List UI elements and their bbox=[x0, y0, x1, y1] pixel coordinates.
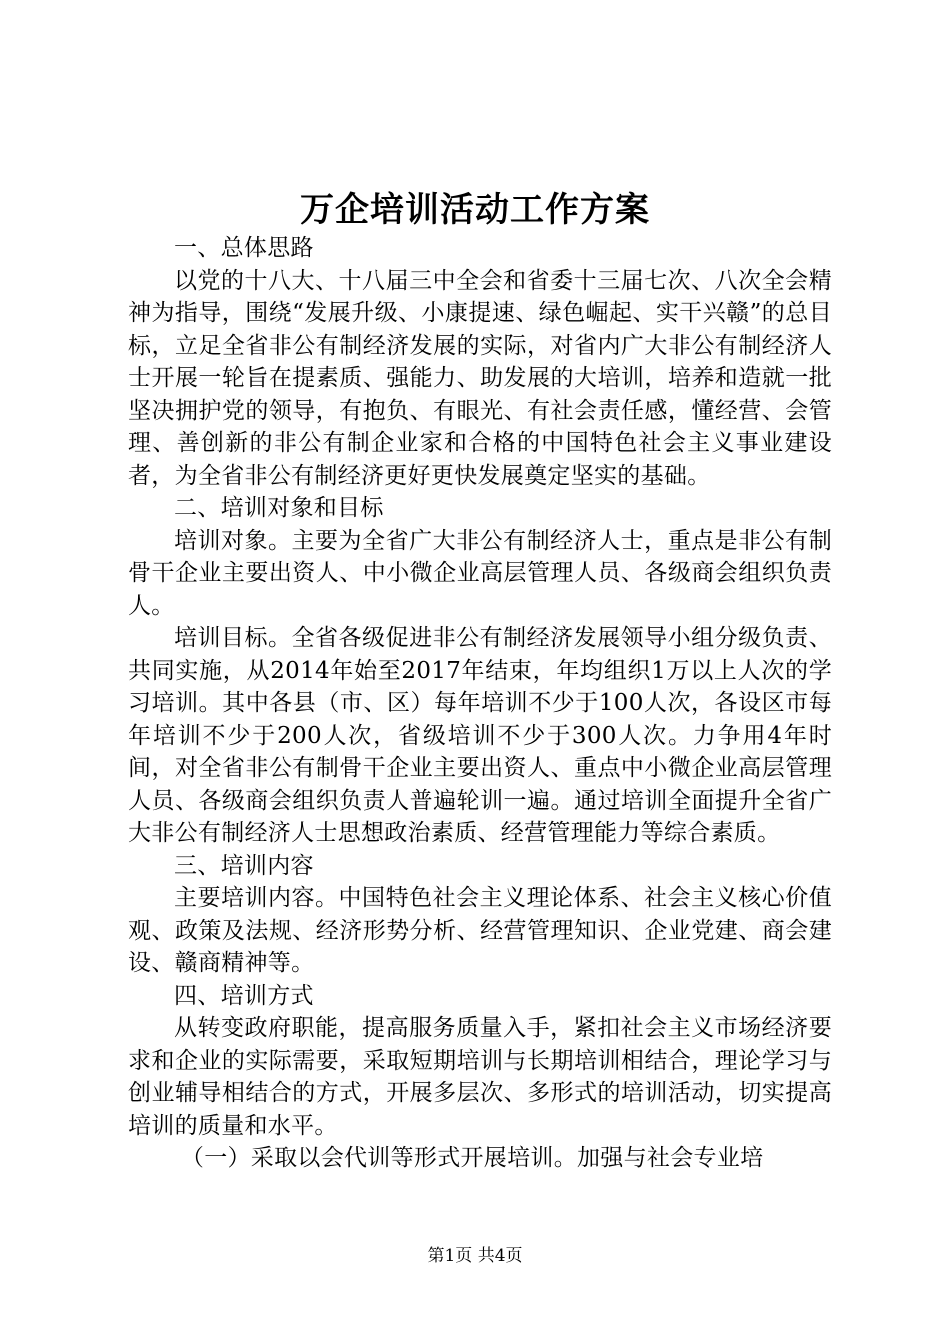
section-heading-2: 二、培训对象和目标 bbox=[174, 495, 384, 521]
paragraph-training-target: 培训对象。主要为全省广大非公有制经济人士，重点是非公有制骨干企业主要出资人、中小微企业高层管理人员、各级商会组织负责人。 bbox=[128, 527, 832, 619]
paragraph-overall-approach: 以党的十八大、十八届三中全会和省委十三届七次、八次全会精神为指导，围绕“发展升级、小康提速、绿色崛起、实干兴赣”的总目标，立足全省非公有制经济发展的实际，对省内广大非公有制经济人士开展一轮旨在提素质、强能力、助发展的大培训，培养和造就一批坚决拥护党的领导，有抱负、有眼光、有社会责任感，懂经营、会管理、善创新的非公有制企业家和合格的中国特色社会主义事业建设者，为全省非公有制经济更好更快发展奠定坚实的基础。 bbox=[128, 267, 832, 489]
paragraph-subsection-1: （一）采取以会代训等形式开展培训。加强与社会专业培 bbox=[180, 1145, 764, 1171]
section-heading-3: 三、培训内容 bbox=[174, 852, 314, 879]
document-title: 万企培训活动工作方案 bbox=[300, 190, 650, 230]
page-number-footer: 第1页 共4页 bbox=[427, 1246, 523, 1266]
paragraph-training-goal: 培训目标。全省各级促进非公有制经济发展领导小组分级负责、共同实施，从2014年始至2017年结束，年均组织1万以上人次的学习培训。其中各县（市、区）每年培训不少于100人次，各设区市每年培训不少于200人次，省级培训不少于300人次。力争用4年时间，对全省非公有制骨干企业主要出资人、重点中小微企业高层管理人员、各级商会组织负责人普遍轮训一遍。通过培训全面提升全省广大非公有制经济人士思想政治素质、经营管理能力等综合素质。 bbox=[128, 625, 832, 846]
section-heading-4: 四、培训方式 bbox=[174, 982, 314, 1009]
paragraph-training-method: 从转变政府职能，提高服务质量入手，紧扣社会主义市场经济要求和企业的实际需要，采取短期培训与长期培训相结合，理论学习与创业辅导相结合的方式，开展多层次、多形式的培训活动，切实提高培训的质量和水平。 bbox=[128, 1015, 832, 1139]
document-body bbox=[128, 232, 832, 1175]
section-heading-1: 一、总体思路 bbox=[174, 235, 314, 261]
paragraph-training-content: 主要培训内容。中国特色社会主义理论体系、社会主义核心价值观、政策及法规、经济形势分析、经营管理知识、企业党建、商会建设、赣商精神等。 bbox=[128, 885, 832, 976]
